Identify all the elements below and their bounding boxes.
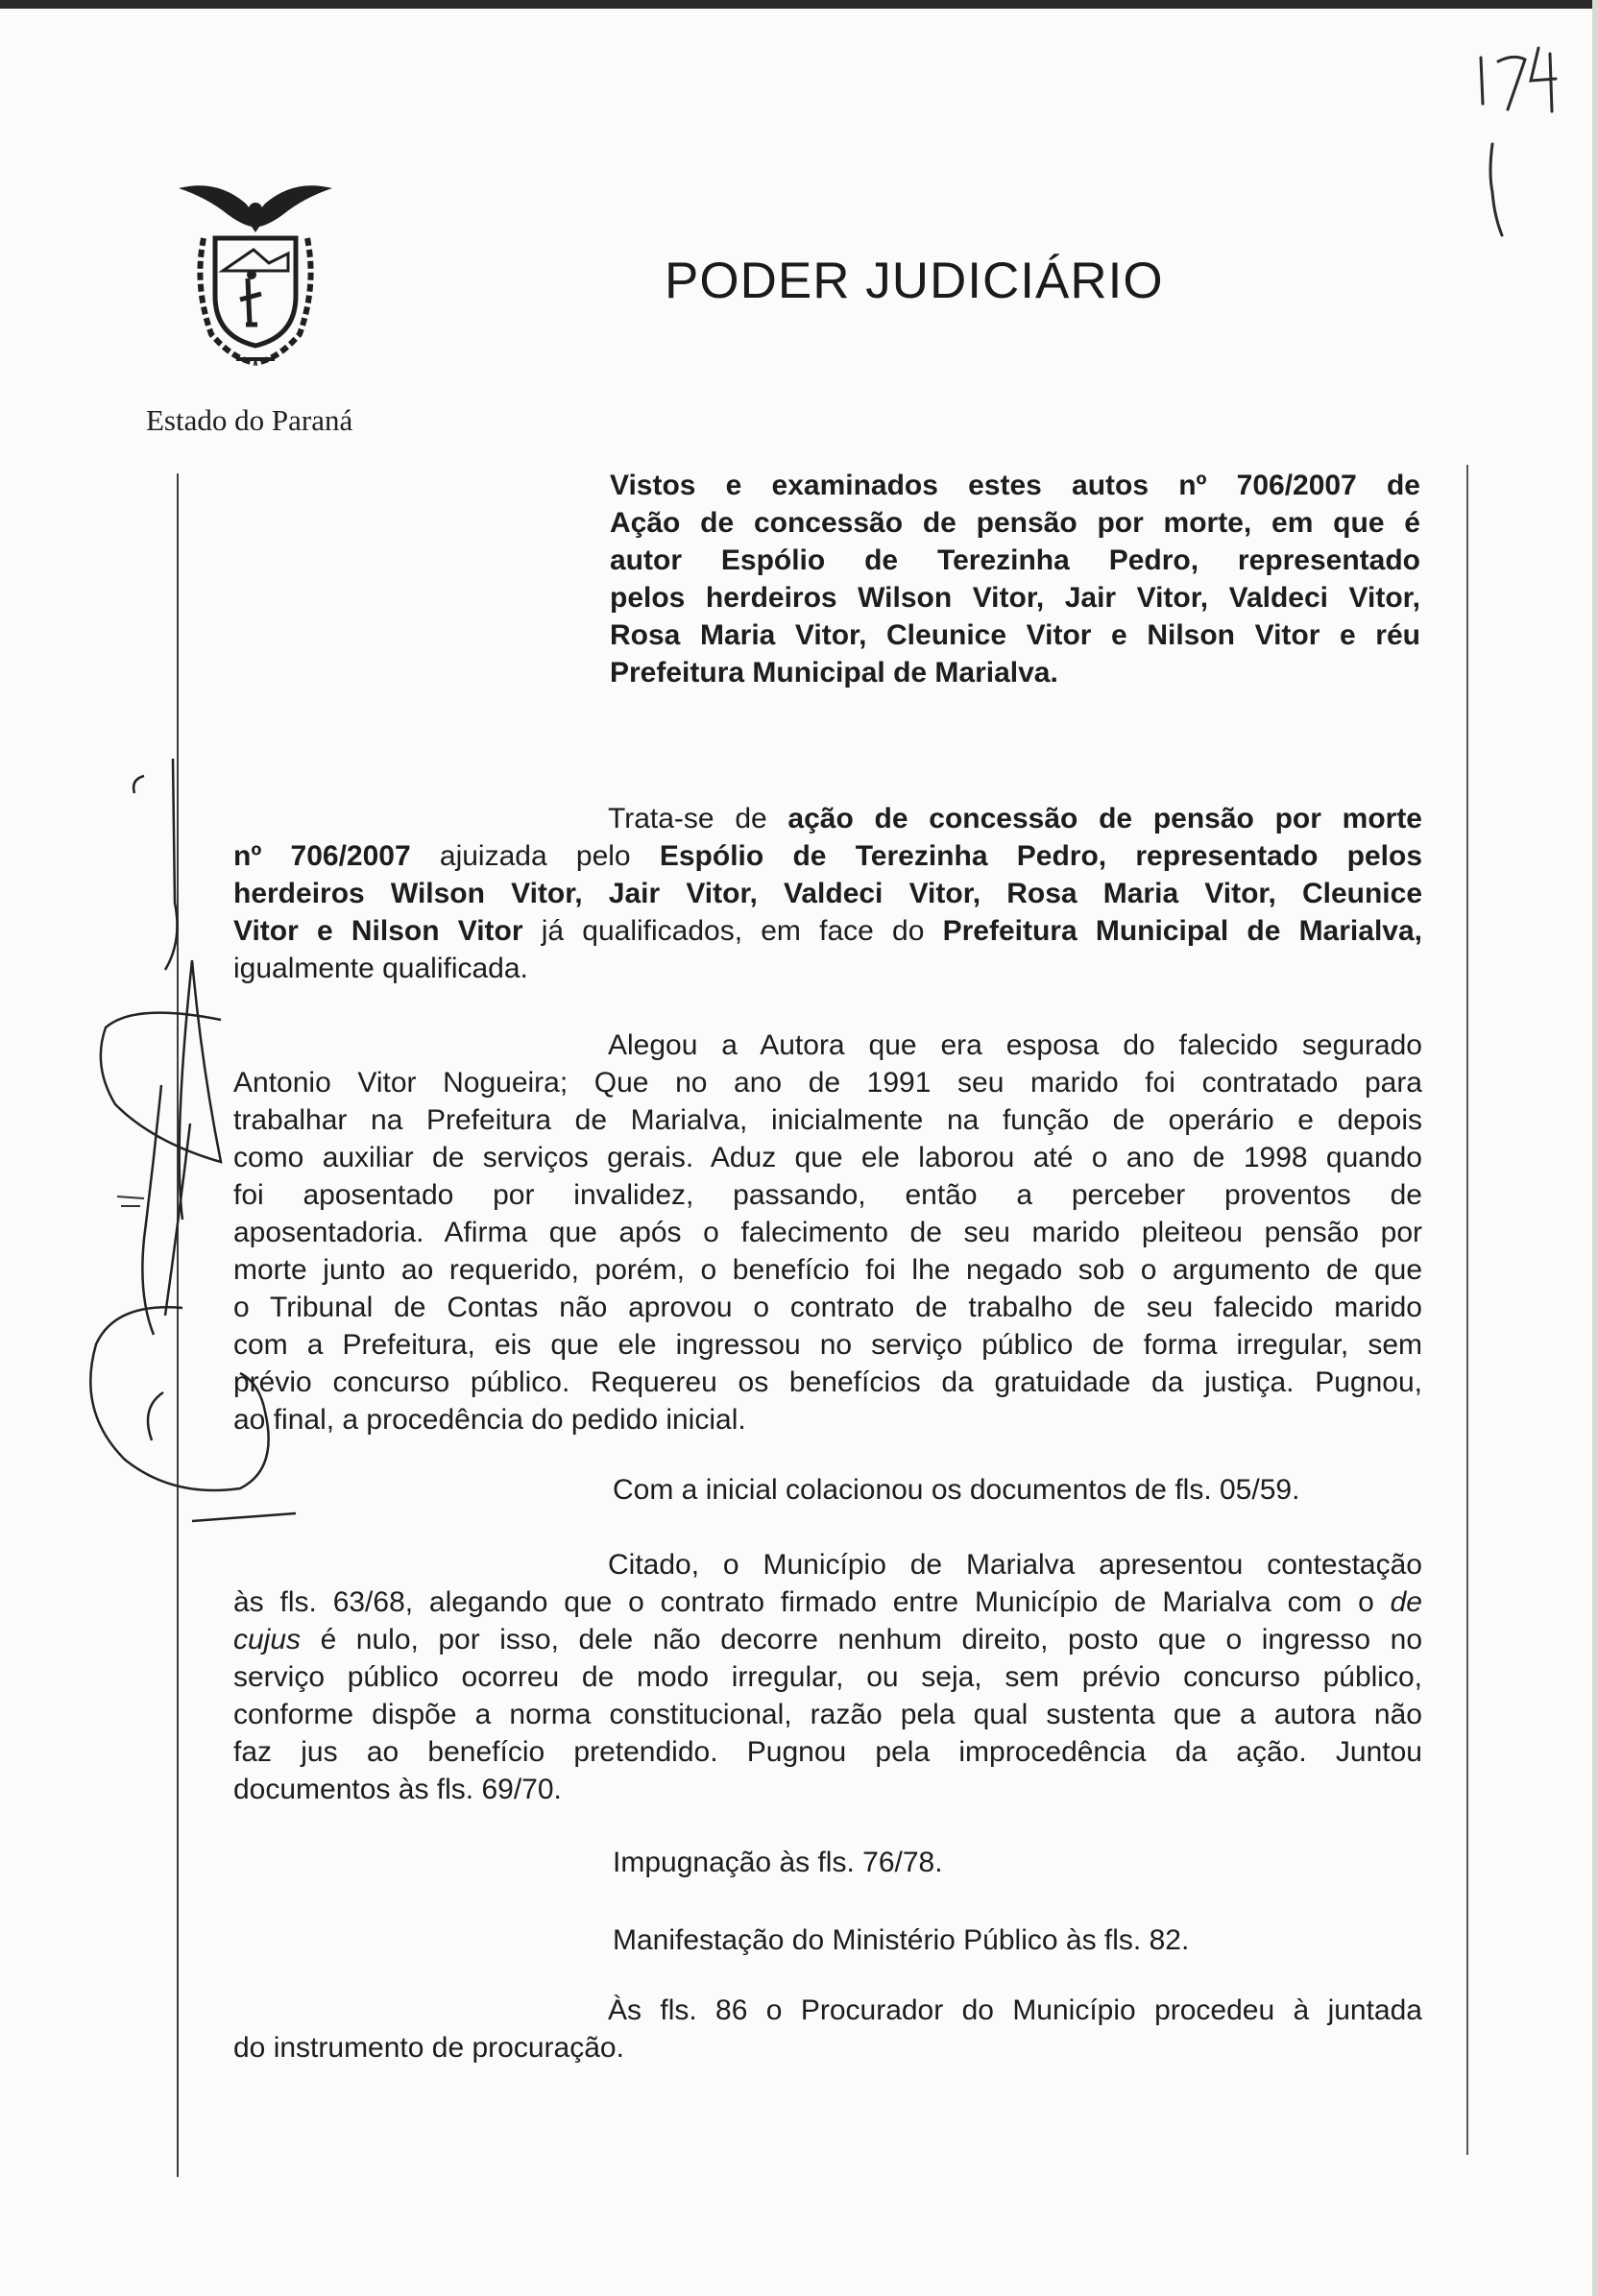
paragraph-allegations bbox=[233, 1027, 1422, 1438]
paragraph-ministry: Manifestação do Ministério Público às fls. 82. bbox=[613, 1924, 1190, 1956]
paragraph-line: o Tribunal de Contas não aprovou o contrato de trabalho de seu falecido marido bbox=[233, 1292, 1422, 1323]
text-run: ajuizada pelo bbox=[410, 840, 660, 872]
paragraph-line: aposentadoria. Afirma que após o falecimento de seu marido pleiteou pensão por bbox=[233, 1217, 1422, 1248]
summary-line: Rosa Maria Vitor, Cleunice Vitor e Nilson Vitor e réu bbox=[610, 619, 1420, 651]
paragraph-attorney bbox=[233, 1992, 1422, 2066]
summary-line: pelos herdeiros Wilson Vitor, Jair Vitor, Valdeci Vitor, bbox=[610, 582, 1420, 614]
paragraph-line: faz jus ao benefício pretendido. Pugnou pela improcedência da ação. Juntou bbox=[233, 1736, 1422, 1768]
paragraph-line: Alegou a Autora que era esposa do falecido segurado bbox=[608, 1029, 1422, 1061]
paragraph-line: conforme dispõe a norma constitucional, razão pela qual sustenta que a autora não bbox=[233, 1699, 1422, 1730]
paragraph-line: serviço público ocorreu de modo irregular, ou seja, sem prévio concurso público, bbox=[233, 1661, 1422, 1693]
scan-right-border bbox=[1592, 0, 1598, 2296]
text-run-bold: nº 706/2007 bbox=[233, 840, 411, 872]
text-run: Trata-se de bbox=[608, 803, 788, 834]
text-run-bold: Prefeitura Municipal de Marialva, bbox=[942, 915, 1422, 947]
text-run-bold: herdeiros Wilson Vitor, Jair Vitor, Valdeci Vitor, Rosa Maria Vitor, Cleunice bbox=[233, 878, 1422, 909]
text-run-italic: cujus bbox=[233, 1624, 302, 1656]
text-run: já qualificados, em face do bbox=[522, 915, 943, 947]
paragraph-line: do instrumento de procuração. bbox=[233, 2032, 624, 2064]
text-run: igualmente qualificada. bbox=[233, 953, 528, 984]
paragraph-line: como auxiliar de serviços gerais. Aduz que ele laborou até o ano de 1998 quando bbox=[233, 1142, 1422, 1173]
summary-line: Prefeitura Municipal de Marialva. bbox=[610, 657, 1058, 689]
paragraph-line: morte junto ao requerido, porém, o benefício foi lhe negado sob o argumento de que bbox=[233, 1254, 1422, 1286]
paragraph-impugnation: Impugnação às fls. 76/78. bbox=[613, 1847, 943, 1878]
paragraph-line: Citado, o Município de Marialva apresentou contestação bbox=[608, 1549, 1422, 1581]
state-label: Estado do Paraná bbox=[146, 403, 353, 437]
text-run: é nulo, por isso, dele não decorre nenhum direito, posto que o ingresso no bbox=[301, 1624, 1422, 1656]
summary-line: Vistos e examinados estes autos nº 706/2007 de bbox=[610, 470, 1420, 501]
paragraph-line: Às fls. 86 o Procurador do Município procedeu à juntada bbox=[608, 1994, 1422, 2026]
paragraph-line: ao final, a procedência do pedido inicial. bbox=[233, 1404, 746, 1436]
scan-top-border bbox=[0, 0, 1598, 9]
parana-coat-of-arms-icon bbox=[169, 171, 342, 373]
summary-line: autor Espólio de Terezinha Pedro, representado bbox=[610, 544, 1420, 576]
paragraph-line: trabalhar na Prefeitura de Marialva, inicialmente na função de operário e depois bbox=[233, 1104, 1422, 1136]
handwritten-page-number bbox=[1469, 29, 1575, 259]
text-run-bold: Espólio de Terezinha Pedro, representado pelos bbox=[659, 840, 1422, 872]
page-title: PODER JUDICIÁRIO bbox=[665, 253, 1164, 309]
summary-line: Ação de concessão de pensão por morte, em que é bbox=[610, 507, 1420, 539]
paragraph-documents: Com a inicial colacionou os documentos de fls. 05/59. bbox=[613, 1474, 1300, 1506]
paragraph-line: Antonio Vitor Nogueira; Que no ano de 1991 seu marido foi contratado para bbox=[233, 1067, 1422, 1099]
text-run-bold: ação de concessão de pensão por morte bbox=[787, 803, 1422, 834]
text-run: às fls. 63/68, alegando que o contrato firmado entre Município de Marialva com o bbox=[233, 1586, 1391, 1618]
paragraph-line: com a Prefeitura, eis que ele ingressou no serviço público de forma irregular, sem bbox=[233, 1329, 1422, 1361]
paragraph-line: prévio concurso público. Requereu os benefícios da gratuidade da justiça. Pugnou, bbox=[233, 1366, 1422, 1398]
right-margin-rule bbox=[1466, 465, 1468, 2155]
paragraph-defense bbox=[233, 1546, 1422, 1808]
paragraph-line: foi aposentado por invalidez, passando, então a perceber proventos de bbox=[233, 1179, 1422, 1211]
text-run-italic: de bbox=[1390, 1586, 1422, 1618]
text-run-bold: Vitor e Nilson Vitor bbox=[233, 915, 523, 947]
case-summary bbox=[610, 467, 1420, 691]
paragraph-case-description bbox=[233, 800, 1422, 987]
paragraph-line: documentos às fls. 69/70. bbox=[233, 1774, 562, 1805]
